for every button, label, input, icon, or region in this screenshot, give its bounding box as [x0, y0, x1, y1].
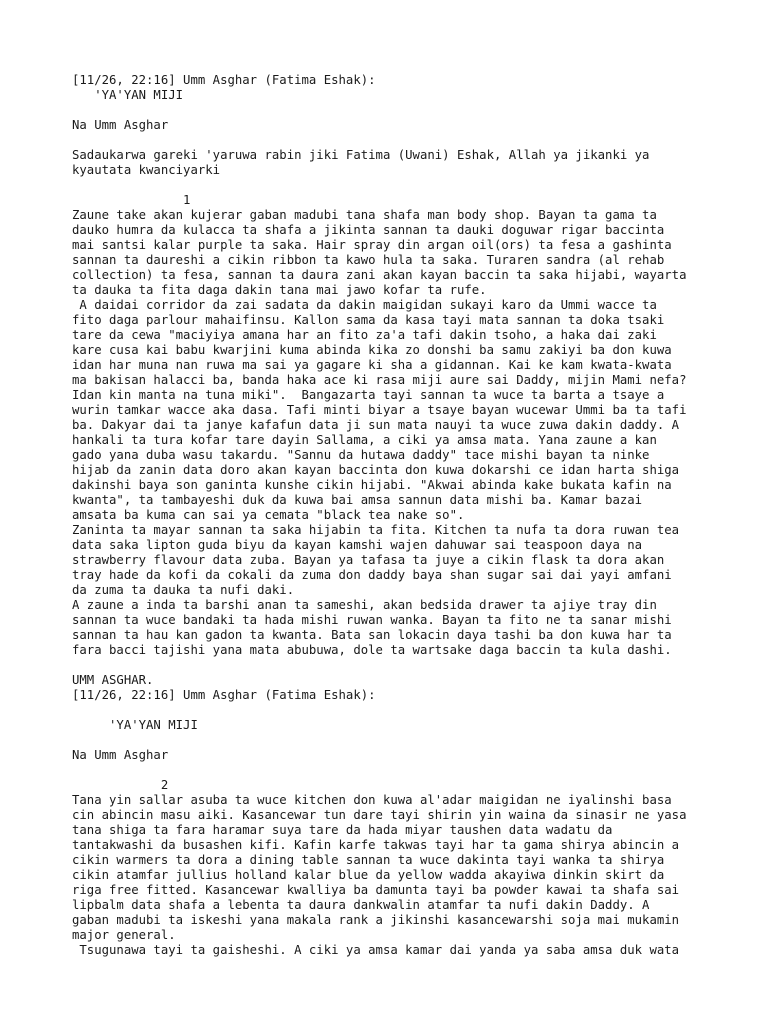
text-line: idan har muna nan ruwa ma sai ya gagare ki sha a gidannan. Kai ke kam kwata-kwata	[72, 358, 672, 372]
text-line: cikin atamfar jullius holland kalar blue da yellow wadda akayiwa dinkin skirt da	[72, 868, 665, 882]
text-line: kwanta", ta tambayeshi duk da kuwa bai amsa sannun data mishi ba. Kamar bazai	[72, 493, 643, 507]
text-line: tray hade da kofi da cokali da zuma don daddy baya shan sugar sai dai yayi amfani	[72, 568, 672, 582]
text-line: amsata ba kuma can sai ya cemata "black tea nake so".	[72, 508, 465, 522]
text-line: collection) ta fesa, sannan ta daura zani akan kayan baccin ta saka hijabi, wayarta	[72, 268, 687, 282]
text-line: Tsugunawa tayi ta gaisheshi. A ciki ya amsa kamar dai yanda ya saba amsa duk wata	[72, 943, 680, 957]
text-line: tare da cewa "maciyiya amana har an fito za'a tafi dakin tsoho, a haka dai zaki	[72, 328, 657, 342]
text-line: 'YA'YAN MIJI	[72, 88, 184, 102]
text-line: cin abincin masu aiki. Kasancewar tun dare tayi shirin yin waina da sinasir ne yasa	[72, 808, 687, 822]
text-line: ma bakisan halacci ba, banda haka ace ki rasa miji aure sai Daddy, mijin Mami nefa?	[72, 373, 687, 387]
text-line: lipbalm data shafa a lebenta ta daura dankwalin atamfar ta nufi dakin Daddy. A	[72, 898, 650, 912]
text-line: 'YA'YAN MIJI	[72, 718, 198, 732]
text-line: hankali ta tura kofar tare dayin Sallama, a ciki ya amsa mata. Yana zaune a kan	[72, 433, 657, 447]
text-line: UMM ASGHAR.	[72, 673, 154, 687]
text-line: tana shiga ta fara haramar suya tare da hada miyar taushen data wadatu da	[72, 823, 613, 837]
text-line: ta dauka ta fita daga dakin tana mai jawo kofar ta rufe.	[72, 283, 487, 297]
text-line: A daidai corridor da zai sadata da dakin maigidan sukayi karo da Ummi wacce ta	[72, 298, 657, 312]
blank-line	[72, 133, 728, 148]
text-line: fara bacci tajishi yana mata abubuwa, dole ta wartsake daga baccin ta kula dashi.	[72, 643, 672, 657]
text-line: tantakwashi da busashen kifi. Kafin karfe takwas tayi har ta gama shirya abincin a	[72, 838, 680, 852]
text-line: kyautata kwanciyarki	[72, 163, 221, 177]
text-line: gaban madubi ta iskeshi yana makala rank a jikinshi kasancewarshi soja mai mukamin	[72, 913, 680, 927]
text-line: Idan kin manta na tuna miki". Bangazarta tayi sannan ta wuce ta barta a tsaye a	[72, 388, 665, 402]
blank-line	[72, 763, 728, 778]
text-line: Na Umm Asghar	[72, 748, 169, 762]
text-line: gado yana duba wasu takardu. "Sannu da hutawa daddy" tace mishi bayan ta ninke	[72, 448, 650, 462]
blank-line	[72, 733, 728, 748]
text-line: hijab da zanin data doro akan kayan baccinta don kuwa dokarshi ce idan harta shiga	[72, 463, 680, 477]
blank-line	[72, 658, 728, 673]
text-line: riga free fitted. Kasancewar kwalliya ba damunta tayi ba powder kawai ta shafa sai	[72, 883, 680, 897]
text-line: mai santsi kalar purple ta saka. Hair spray din argan oil(ors) ta fesa a gashinta	[72, 238, 672, 252]
blank-line	[72, 178, 728, 193]
text-line: dauko humra da kulacca ta shafa a jikinta sannan ta dauki doguwar rigar baccinta	[72, 223, 665, 237]
text-line: wurin tamkar wacce aka dasa. Tafi minti biyar a tsaye bayan wucewar Ummi ba ta tafi	[72, 403, 687, 417]
text-line: data saka lipton guda biyu da kayan kamshi wajen dahuwar sai teaspoon daya na	[72, 538, 643, 552]
blank-line	[72, 703, 728, 718]
text-line: sannan ta wuce bandaki ta hada mishi ruwan wanka. Bayan ta fito ne ta sanar mishi	[72, 613, 672, 627]
text-line: 2	[72, 778, 169, 792]
text-line: [11/26, 22:16] Umm Asghar (Fatima Eshak):	[72, 73, 376, 87]
text-line: Tana yin sallar asuba ta wuce kitchen don kuwa al'adar maigidan ne iyalinshi basa	[72, 793, 672, 807]
text-line: Na Umm Asghar	[72, 118, 169, 132]
text-line: A zaune a inda ta barshi anan ta sameshi, akan bedsida drawer ta ajiye tray din	[72, 598, 657, 612]
text-line: Zaune take akan kujerar gaban madubi tana shafa man body shop. Bayan ta gama ta	[72, 208, 657, 222]
text-line: strawberry flavour data zuba. Bayan ya tafasa ta juye a cikin flask ta dora akan	[72, 553, 665, 567]
text-line: Sadaukarwa gareki 'yaruwa rabin jiki Fatima (Uwani) Eshak, Allah ya jikanki ya	[72, 148, 650, 162]
text-line: 1	[72, 193, 191, 207]
text-line: Zaninta ta mayar sannan ta saka hijabin ta fita. Kitchen ta nufa ta dora ruwan tea	[72, 523, 680, 537]
text-line: fito daga parlour mahaifinsu. Kallon sama da kasa tayi mata sannan ta doka tsaki	[72, 313, 665, 327]
text-line: cikin warmers ta dora a dining table sannan ta wuce dakinta tayi wanka ta shirya	[72, 853, 665, 867]
text-line: major general.	[72, 928, 176, 942]
text-line: kare cusa kai babu kwarjini kuma abinda kika zo donshi ba samu zakiyi ba don kuwa	[72, 343, 672, 357]
text-line: ba. Dakyar dai ta janye kafafun data ji sun mata nauyi ta wuce zuwa dakin daddy. A	[72, 418, 680, 432]
text-line: [11/26, 22:16] Umm Asghar (Fatima Eshak):	[72, 688, 376, 702]
text-line: dakinshi baya son ganinta kunshe cikin hijabi. "Akwai abinda kake bukata kafin na	[72, 478, 672, 492]
text-line: sannan ta hau kan gadon ta kwanta. Bata san lokacin daya tashi ba don kuwa har ta	[72, 628, 672, 642]
blank-line	[72, 103, 728, 118]
text-line: da zuma ta dauka ta nufi daki.	[72, 583, 295, 597]
text-line: sannan ta daureshi a cikin ribbon ta kawo hula ta saka. Turaren sandra (al rehab	[72, 253, 665, 267]
